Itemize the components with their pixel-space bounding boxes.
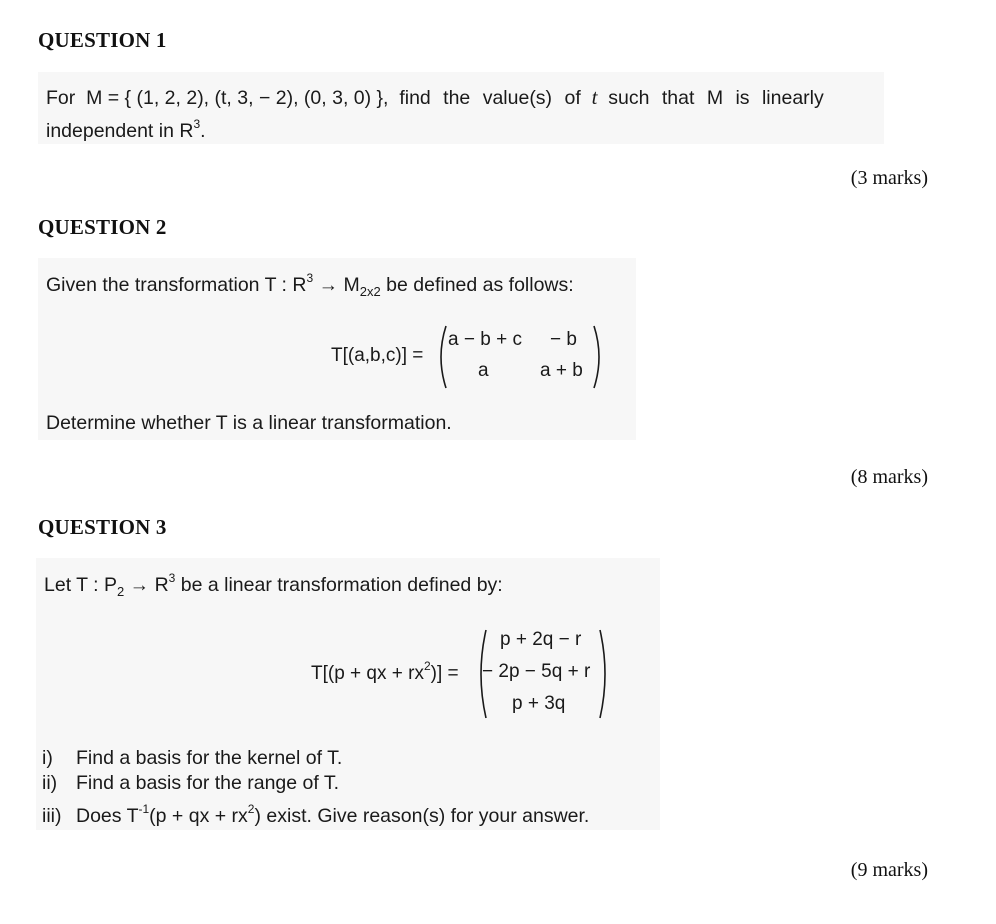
q2-question-text: Determine whether T is a linear transformation. xyxy=(46,412,452,434)
question-3-title: QUESTION 3 xyxy=(38,515,167,539)
q1-for-text: For xyxy=(46,87,76,109)
q2-matrix-r1c1: a − b + c xyxy=(448,329,522,350)
q2-matrix xyxy=(436,324,604,390)
q3-intro-end: be a linear transformation defined by: xyxy=(175,574,503,596)
q2-intro-end: be defined as follows: xyxy=(380,274,574,296)
question-2-title: QUESTION 2 xyxy=(38,215,167,239)
question-1-line-2 xyxy=(46,117,206,143)
q3-vector xyxy=(476,628,610,720)
q3-item-1-text: Find a basis for the kernel of T. xyxy=(76,747,343,769)
q2-r3-superscript: 3 xyxy=(306,271,314,285)
q3-r3-superscript: 3 xyxy=(168,571,176,585)
q1-mid-text: find the value(s) of xyxy=(399,87,581,109)
q3-item-3-inverse-superscript: -1 xyxy=(138,802,150,816)
q3-item-3-does: Does T xyxy=(76,805,139,827)
question-1-marks: (3 marks) xyxy=(850,167,928,189)
q3-item-2-text: Find a basis for the range of T. xyxy=(76,772,340,794)
question-2-panel xyxy=(38,258,636,440)
question-3-marks: (9 marks) xyxy=(850,859,928,881)
q1-r3-superscript: 3 xyxy=(193,117,201,131)
q3-lhs-end: )] = xyxy=(430,663,459,684)
q2-matrix-r2c2: a + b xyxy=(540,360,583,381)
q3-item-2 xyxy=(42,772,339,795)
question-1-panel xyxy=(38,72,884,144)
q2-intro-text: Given the transformation T : R xyxy=(46,274,307,296)
q3-vector-row-2: − 2p − 5q + r xyxy=(482,661,591,682)
q1-independent-text: independent in R xyxy=(46,120,194,142)
q2-matrix-r1c2: − b xyxy=(550,329,577,350)
q3-item-3-poly-superscript: 2 xyxy=(247,802,255,816)
q1-period: . xyxy=(200,120,206,142)
q1-set-expression: M = { (1, 2, 2), (t, 3, − 2), (0, 3, 0) }, xyxy=(86,87,389,109)
q3-vector-row-3: p + 3q xyxy=(512,693,566,714)
q3-item-1-number: i) xyxy=(42,747,53,769)
q3-lhs xyxy=(311,659,459,685)
question-2-intro xyxy=(46,271,574,299)
q2-arrow-m: → M xyxy=(313,274,360,296)
q3-arrow-r: → R xyxy=(124,574,169,596)
q3-item-1 xyxy=(42,747,342,770)
q2-matrix-r2c1: a xyxy=(478,360,489,381)
q3-lhs-text: T[(p + qx + rx xyxy=(311,663,424,684)
q3-intro-text: Let T : P xyxy=(44,574,117,596)
q3-item-3-end: ) exist. Give reason(s) for your answer. xyxy=(254,805,590,827)
q3-item-3-poly: (p + qx + rx xyxy=(149,805,248,827)
q3-item-3-number: iii) xyxy=(42,805,62,827)
q1-variable-t: t xyxy=(591,85,598,109)
question-3-intro xyxy=(44,571,503,599)
q3-lhs-superscript: 2 xyxy=(423,659,431,673)
q2-2x2-subscript: 2x2 xyxy=(359,284,381,299)
q1-end-text: such that M is linearly xyxy=(608,87,824,109)
q3-vector-row-1: p + 2q − r xyxy=(500,629,582,650)
question-2-marks: (8 marks) xyxy=(850,466,928,488)
q3-item-3 xyxy=(42,802,589,828)
q2-lhs: T[(a,b,c)] = xyxy=(331,345,424,366)
q3-p2-subscript: 2 xyxy=(117,584,125,599)
q3-item-2-number: ii) xyxy=(42,772,58,794)
question-1-line-1 xyxy=(46,85,824,110)
question-3-panel xyxy=(36,558,660,830)
question-1-title: QUESTION 1 xyxy=(38,28,167,52)
